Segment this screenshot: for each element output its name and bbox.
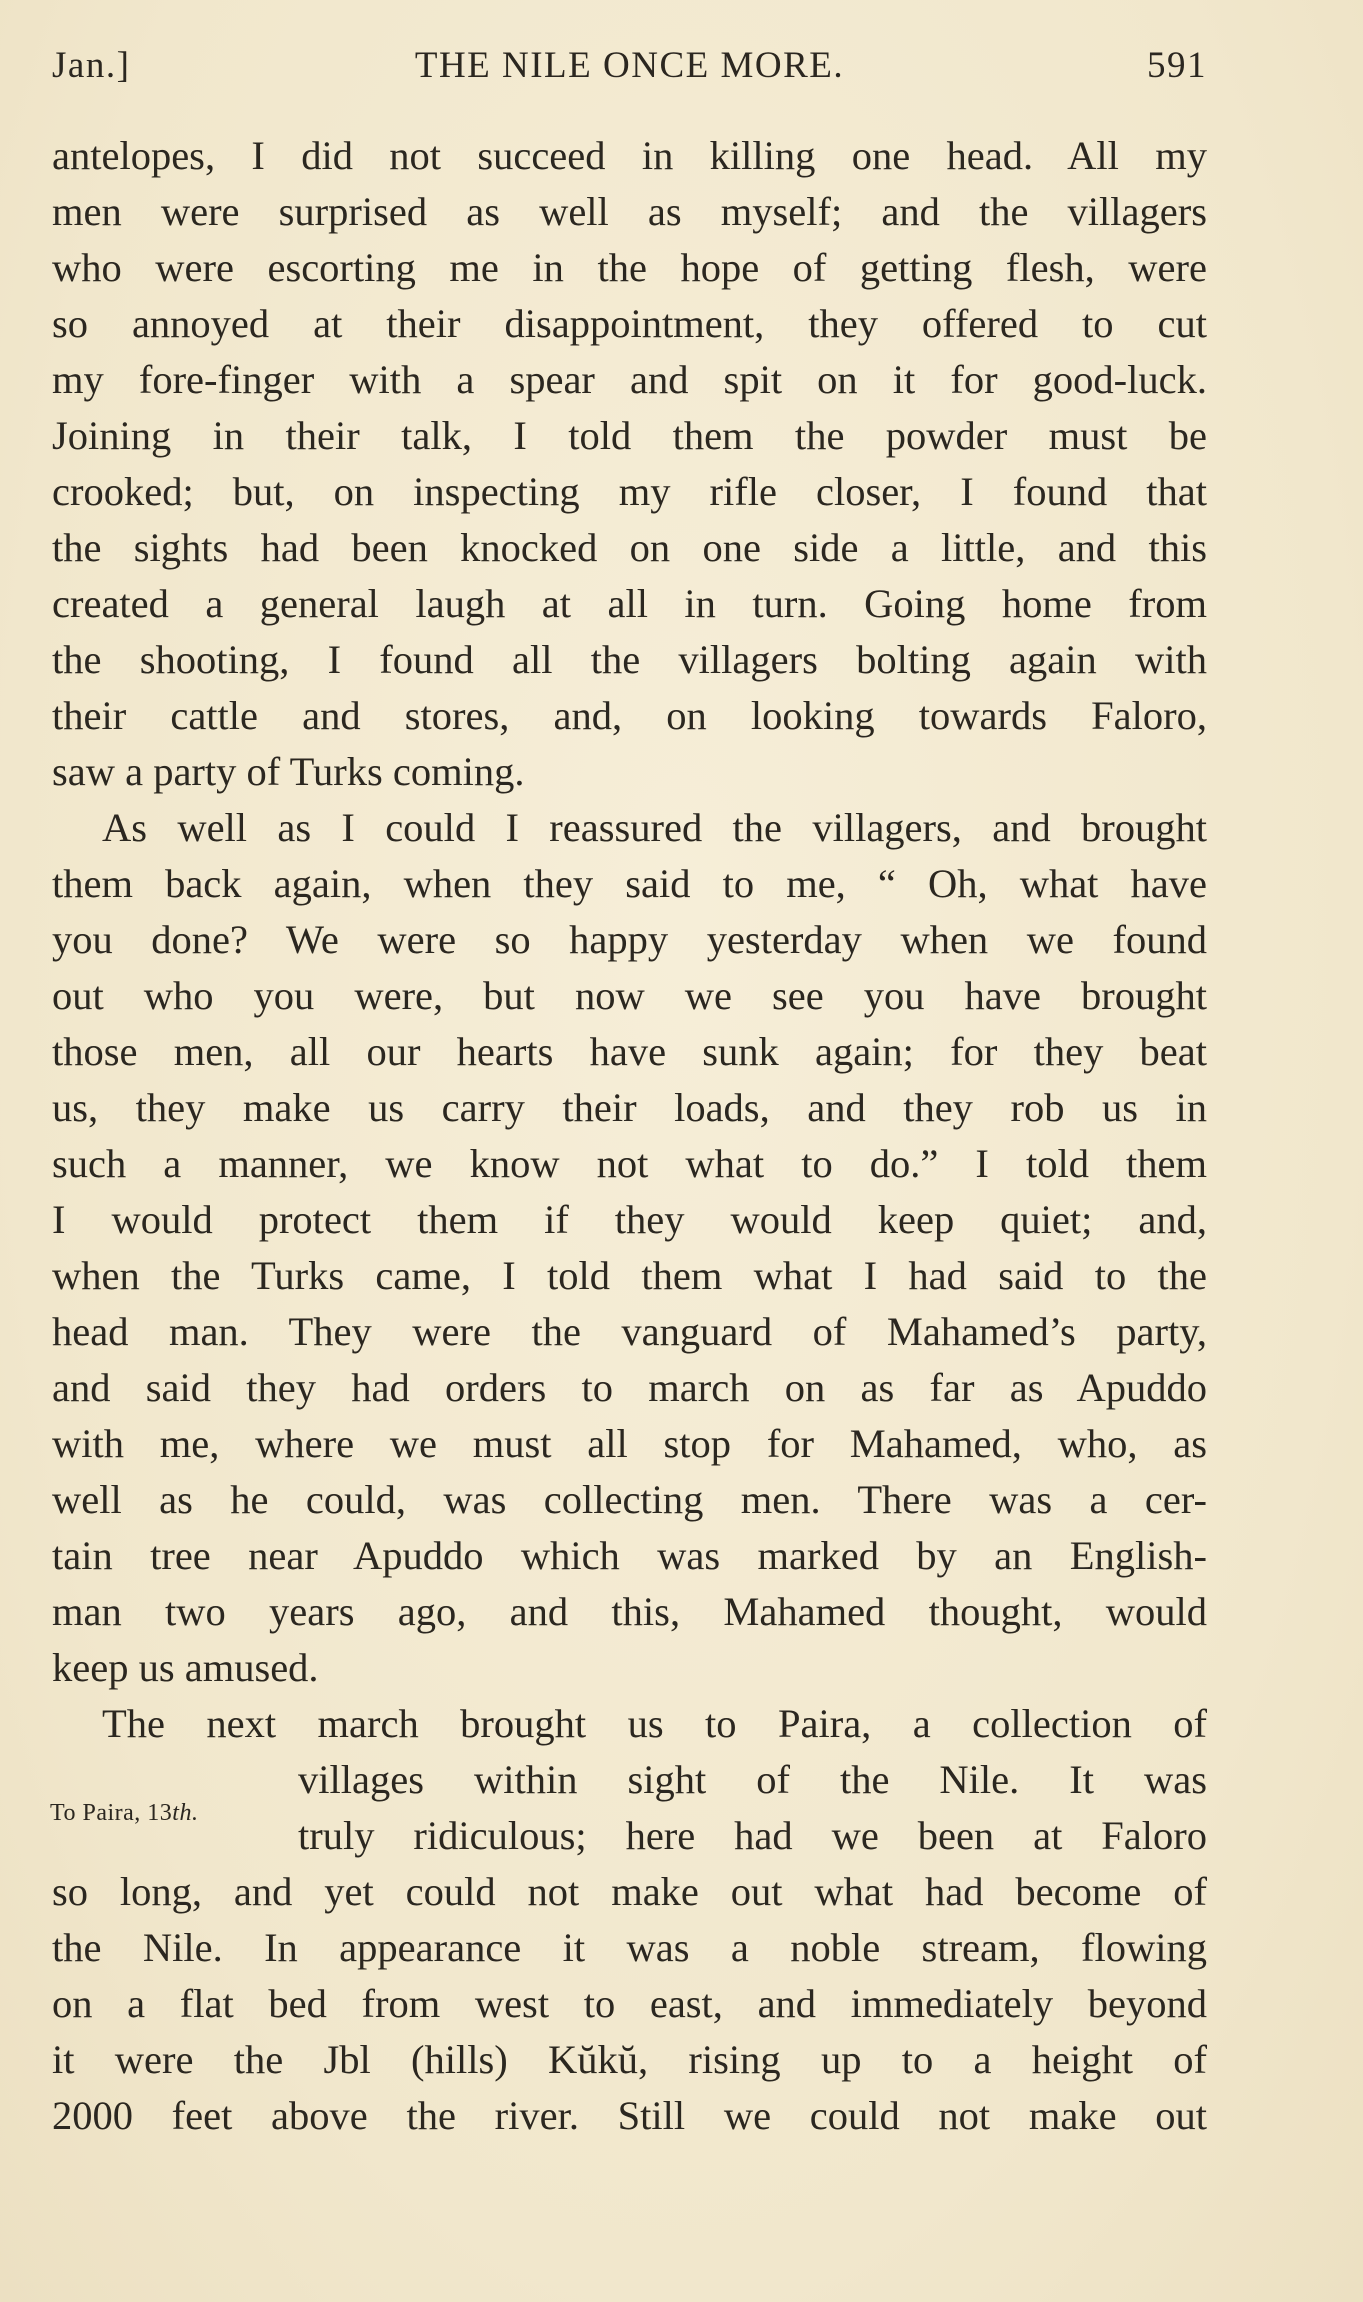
text-line: the shooting, I found all the villagers bolting again with <box>52 637 1207 682</box>
text-line: head man. They were the vanguard of Mahamed’s party, <box>52 1309 1207 1354</box>
text-line: who were escorting me in the hope of getting flesh, were <box>52 245 1207 290</box>
text-line: us, they make us carry their loads, and they rob us in <box>52 1085 1207 1130</box>
page-number: 591 <box>1147 45 1207 86</box>
text-line: tain tree near Apuddo which was marked by an English- <box>52 1533 1207 1578</box>
text-line: the Nile. In appearance it was a noble stream, flowing <box>52 1925 1207 1970</box>
text-line: so long, and yet could not make out what had become of <box>52 1869 1207 1914</box>
text-line: antelopes, I did not succeed in killing one head. All my <box>52 133 1207 178</box>
paragraph-start-line: The next march brought us to Paira, a collection of <box>102 1701 1207 1746</box>
paragraph-end-line: saw a party of Turks coming. <box>52 749 525 794</box>
paragraph-start-line: As well as I could I reassured the villagers, and brought <box>102 805 1207 850</box>
body-text <box>52 128 1207 2144</box>
text-line: out who you were, but now we see you have brought <box>52 973 1207 1018</box>
text-line: I would protect them if they would keep quiet; and, <box>52 1197 1207 1242</box>
text-line: you done? We were so happy yesterday when we found <box>52 917 1207 962</box>
text-line-beside-note: villages within sight of the Nile. It was <box>298 1757 1207 1802</box>
text-line: 2000 feet above the river. Still we could not make out <box>52 2093 1207 2138</box>
text-line: it were the Jbl (hills) Kŭkŭ, rising up to a height of <box>52 2037 1207 2082</box>
paragraph-end-line: keep us amused. <box>52 1645 319 1690</box>
text-line: with me, where we must all stop for Mahamed, who, as <box>52 1421 1207 1466</box>
margin-note-text: To Paira, 13 <box>50 1800 173 1826</box>
text-line: on a flat bed from west to east, and immediately beyond <box>52 1981 1207 2026</box>
text-line: and said they had orders to march on as far as Apuddo <box>52 1365 1207 1410</box>
text-line: such a manner, we know not what to do.” I told them <box>52 1141 1207 1186</box>
text-line-beside-note: truly ridiculous; here had we been at Faloro <box>298 1813 1207 1858</box>
text-line: those men, all our hearts have sunk again; for they beat <box>52 1029 1207 1074</box>
text-line: them back again, when they said to me, “ Oh, what have <box>52 861 1207 906</box>
text-line: when the Turks came, I told them what I had said to the <box>52 1253 1207 1298</box>
text-line: men were surprised as well as myself; and the villagers <box>52 189 1207 234</box>
text-line: my fore-finger with a spear and spit on it for good-luck. <box>52 357 1207 402</box>
running-head-title: THE NILE ONCE MORE. <box>414 45 845 86</box>
text-line: Joining in their talk, I told them the powder must be <box>52 413 1207 458</box>
text-line: their cattle and stores, and, on looking towards Faloro, <box>52 693 1207 738</box>
running-head <box>52 44 1207 94</box>
margin-note-suffix: th. <box>172 1800 199 1826</box>
text-line: created a general laugh at all in turn. Going home from <box>52 581 1207 626</box>
running-head-month: Jan.] <box>52 45 131 86</box>
text-line: the sights had been knocked on one side a little, and this <box>52 525 1207 570</box>
text-line: crooked; but, on inspecting my rifle closer, I found that <box>52 469 1207 514</box>
text-line: so annoyed at their disappointment, they offered to cut <box>52 301 1207 346</box>
text-line: well as he could, was collecting men. There was a cer- <box>52 1477 1207 1522</box>
text-line: man two years ago, and this, Mahamed thought, would <box>52 1589 1207 1634</box>
